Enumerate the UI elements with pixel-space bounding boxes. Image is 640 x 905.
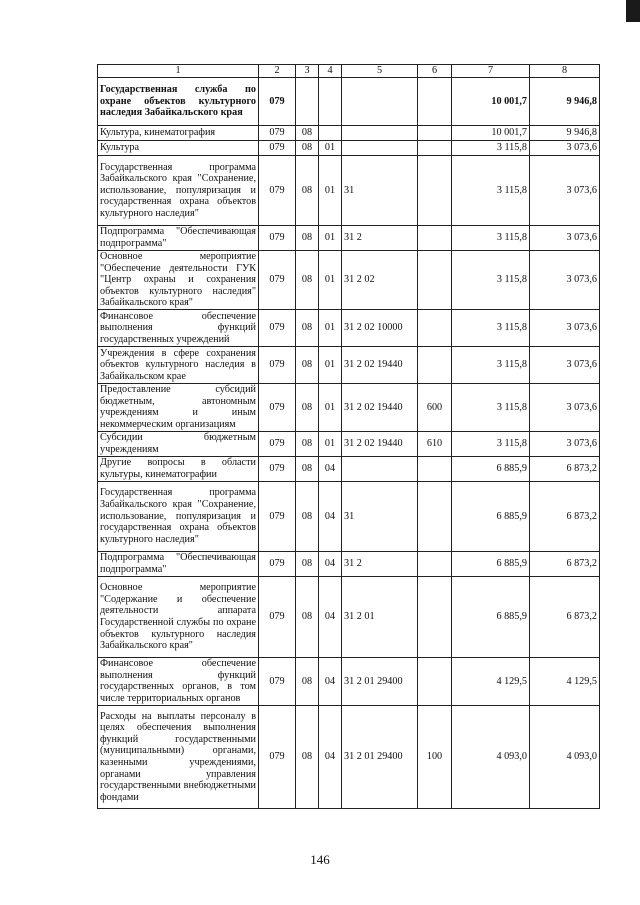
- cell-expense-type: [418, 251, 452, 310]
- cell-section: 08: [296, 251, 319, 310]
- cell-plan: 6 885,9: [452, 576, 530, 657]
- cell-section: 08: [296, 431, 319, 456]
- page-number: 146: [310, 852, 330, 867]
- cell-expense-type: [418, 346, 452, 383]
- cell-actual: 6 873,2: [530, 456, 600, 481]
- header-col-2: 2: [259, 65, 296, 78]
- cell-target-article: 31 2 02 19440: [342, 383, 418, 431]
- cell-subsection: 04: [319, 551, 342, 576]
- cell-actual: 3 073,6: [530, 383, 600, 431]
- cell-actual: 6 873,2: [530, 481, 600, 551]
- cell-target-article: 31 2 01 29400: [342, 705, 418, 808]
- cell-plan: 3 115,8: [452, 431, 530, 456]
- table-row: [98, 576, 600, 657]
- cell-name: Культура: [98, 141, 259, 156]
- cell-subsection: 01: [319, 431, 342, 456]
- cell-subsection: 01: [319, 226, 342, 251]
- cell-chief: 079: [259, 383, 296, 431]
- cell-plan: 3 115,8: [452, 141, 530, 156]
- cell-actual: 3 073,6: [530, 251, 600, 310]
- table-row: [98, 78, 600, 126]
- cell-section: 08: [296, 226, 319, 251]
- table-row: [98, 346, 600, 383]
- table-row: [98, 226, 600, 251]
- table-row: [98, 705, 600, 808]
- table-header-row: [98, 65, 600, 78]
- cell-target-article: 31 2 02: [342, 251, 418, 310]
- cell-target-article: 31 2: [342, 551, 418, 576]
- table-body: [98, 78, 600, 809]
- cell-actual: 9 946,8: [530, 78, 600, 126]
- cell-expense-type: [418, 78, 452, 126]
- header-col-3: 3: [296, 65, 319, 78]
- cell-name: Основное мероприятие "Содержание и обеспечение деятельности аппарата Государственной службы по охране объектов культурного наследия Забайкальского края": [98, 576, 259, 657]
- cell-section: 08: [296, 346, 319, 383]
- table-row: [98, 481, 600, 551]
- cell-target-article: [342, 126, 418, 141]
- cell-expense-type: [418, 226, 452, 251]
- cell-plan: 3 115,8: [452, 156, 530, 226]
- cell-subsection: 04: [319, 456, 342, 481]
- cell-section: 08: [296, 383, 319, 431]
- cell-chief: 079: [259, 705, 296, 808]
- cell-section: 08: [296, 576, 319, 657]
- cell-target-article: 31 2 01 29400: [342, 657, 418, 705]
- cell-subsection: 01: [319, 156, 342, 226]
- budget-table: [97, 64, 600, 809]
- table-row: [98, 251, 600, 310]
- cell-name: Основное мероприятие "Обеспечение деятельности ГУК "Центр охраны и сохранения объектов культурного наследия" Забайкальского края": [98, 251, 259, 310]
- cell-section: 08: [296, 657, 319, 705]
- table-row: [98, 383, 600, 431]
- header-col-1: 1: [98, 65, 259, 78]
- cell-subsection: 04: [319, 576, 342, 657]
- header-col-8: 8: [530, 65, 600, 78]
- cell-subsection: 01: [319, 141, 342, 156]
- cell-section: 08: [296, 156, 319, 226]
- cell-target-article: 31 2 02 19440: [342, 346, 418, 383]
- cell-target-article: 31 2 02 10000: [342, 309, 418, 346]
- cell-subsection: 04: [319, 481, 342, 551]
- cell-section: [296, 78, 319, 126]
- cell-plan: 10 001,7: [452, 78, 530, 126]
- header-col-7: 7: [452, 65, 530, 78]
- cell-expense-type: [418, 141, 452, 156]
- cell-chief: 079: [259, 78, 296, 126]
- cell-subsection: [319, 126, 342, 141]
- cell-plan: 3 115,8: [452, 383, 530, 431]
- cell-name: Расходы на выплаты персоналу в целях обеспечения выполнения функций государственными (муниципальными) органами, казенными учреждениями, органами управления государственными внебюджетными фондами: [98, 705, 259, 808]
- cell-chief: 079: [259, 551, 296, 576]
- cell-subsection: 01: [319, 346, 342, 383]
- cell-chief: 079: [259, 346, 296, 383]
- cell-plan: 3 115,8: [452, 346, 530, 383]
- scan-corner-mark: [626, 0, 640, 22]
- cell-actual: 6 873,2: [530, 576, 600, 657]
- cell-name: Финансовое обеспечение выполнения функций государственных органов, в том числе территориальных органов: [98, 657, 259, 705]
- cell-actual: 3 073,6: [530, 141, 600, 156]
- cell-plan: 6 885,9: [452, 551, 530, 576]
- cell-actual: 3 073,6: [530, 346, 600, 383]
- cell-name: Культура, кинематография: [98, 126, 259, 141]
- cell-actual: 9 946,8: [530, 126, 600, 141]
- cell-section: 08: [296, 481, 319, 551]
- table-row: [98, 431, 600, 456]
- cell-chief: 079: [259, 456, 296, 481]
- cell-expense-type: [418, 309, 452, 346]
- cell-plan: 3 115,8: [452, 251, 530, 310]
- cell-chief: 079: [259, 156, 296, 226]
- cell-actual: 3 073,6: [530, 226, 600, 251]
- cell-name: Субсидии бюджетным учреждениям: [98, 431, 259, 456]
- table-row: [98, 156, 600, 226]
- cell-target-article: [342, 141, 418, 156]
- cell-actual: 4 129,5: [530, 657, 600, 705]
- cell-target-article: 31: [342, 481, 418, 551]
- cell-name: Государственная программа Забайкальского края "Сохранение, использование, популяризация и государственная охрана объектов культурного наследия": [98, 481, 259, 551]
- cell-chief: 079: [259, 226, 296, 251]
- table-row: [98, 126, 600, 141]
- cell-target-article: 31 2: [342, 226, 418, 251]
- cell-target-article: 31 2 01: [342, 576, 418, 657]
- cell-chief: 079: [259, 251, 296, 310]
- cell-chief: 079: [259, 657, 296, 705]
- cell-expense-type: [418, 156, 452, 226]
- cell-expense-type: [418, 657, 452, 705]
- cell-expense-type: 100: [418, 705, 452, 808]
- cell-subsection: 04: [319, 705, 342, 808]
- cell-subsection: 01: [319, 383, 342, 431]
- cell-name: Подпрограмма "Обеспечивающая подпрограмма": [98, 226, 259, 251]
- cell-actual: 3 073,6: [530, 309, 600, 346]
- cell-section: 08: [296, 551, 319, 576]
- cell-chief: 079: [259, 431, 296, 456]
- cell-expense-type: [418, 481, 452, 551]
- cell-name: Финансовое обеспечение выполнения функций государственных учреждений: [98, 309, 259, 346]
- table-row: [98, 456, 600, 481]
- cell-subsection: 04: [319, 657, 342, 705]
- cell-plan: 4 093,0: [452, 705, 530, 808]
- cell-name: Государственная программа Забайкальского края "Сохранение, использование, популяризация и государственная охрана объектов культурного наследия": [98, 156, 259, 226]
- cell-name: Подпрограмма "Обеспечивающая подпрограмма": [98, 551, 259, 576]
- cell-actual: 3 073,6: [530, 431, 600, 456]
- cell-section: 08: [296, 456, 319, 481]
- cell-expense-type: [418, 126, 452, 141]
- header-col-5: 5: [342, 65, 418, 78]
- header-col-6: 6: [418, 65, 452, 78]
- cell-chief: 079: [259, 309, 296, 346]
- cell-plan: 4 129,5: [452, 657, 530, 705]
- cell-name: Предоставление субсидий бюджетным, автономным учреждениям и иным некоммерческим организациям: [98, 383, 259, 431]
- cell-target-article: 31: [342, 156, 418, 226]
- cell-expense-type: 610: [418, 431, 452, 456]
- cell-section: 08: [296, 141, 319, 156]
- cell-subsection: 01: [319, 251, 342, 310]
- cell-section: 08: [296, 705, 319, 808]
- cell-chief: 079: [259, 576, 296, 657]
- cell-section: 08: [296, 126, 319, 141]
- cell-section: 08: [296, 309, 319, 346]
- cell-plan: 3 115,8: [452, 226, 530, 251]
- cell-name: Государственная служба по охране объектов культурного наследия Забайкальского края: [98, 78, 259, 126]
- cell-plan: 6 885,9: [452, 481, 530, 551]
- cell-plan: 6 885,9: [452, 456, 530, 481]
- table-row: [98, 551, 600, 576]
- cell-plan: 3 115,8: [452, 309, 530, 346]
- cell-actual: 3 073,6: [530, 156, 600, 226]
- table-row: [98, 141, 600, 156]
- cell-name: Другие вопросы в области культуры, кинематографии: [98, 456, 259, 481]
- cell-plan: 10 001,7: [452, 126, 530, 141]
- cell-name: Учреждения в сфере сохранения объектов культурного наследия в Забайкальском крае: [98, 346, 259, 383]
- cell-subsection: 01: [319, 309, 342, 346]
- table-row: [98, 657, 600, 705]
- cell-expense-type: 600: [418, 383, 452, 431]
- cell-target-article: 31 2 02 19440: [342, 431, 418, 456]
- cell-target-article: [342, 78, 418, 126]
- cell-actual: 6 873,2: [530, 551, 600, 576]
- table-row: [98, 309, 600, 346]
- cell-actual: 4 093,0: [530, 705, 600, 808]
- cell-chief: 079: [259, 141, 296, 156]
- header-col-4: 4: [319, 65, 342, 78]
- cell-expense-type: [418, 456, 452, 481]
- cell-expense-type: [418, 551, 452, 576]
- cell-chief: 079: [259, 481, 296, 551]
- cell-subsection: [319, 78, 342, 126]
- cell-expense-type: [418, 576, 452, 657]
- cell-target-article: [342, 456, 418, 481]
- cell-chief: 079: [259, 126, 296, 141]
